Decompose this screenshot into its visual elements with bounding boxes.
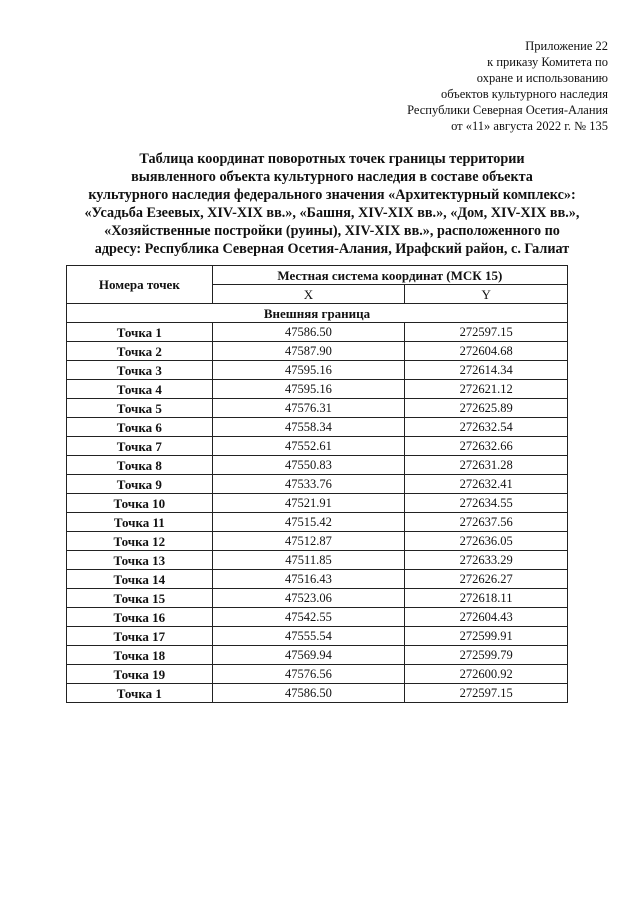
table-row — [67, 323, 568, 342]
x-coordinate: 47521.91 — [212, 494, 405, 513]
table-row — [67, 551, 568, 570]
y-coordinate: 272634.55 — [405, 494, 568, 513]
title-line-2: выявленного объекта культурного наследия в составе объекта — [131, 169, 533, 185]
y-coordinate: 272633.29 — [405, 551, 568, 570]
table-row — [67, 494, 568, 513]
table-header-row — [67, 266, 568, 285]
point-name: Точка 12 — [67, 532, 213, 551]
y-coordinate: 272604.43 — [405, 608, 568, 627]
y-coordinate: 272604.68 — [405, 342, 568, 361]
appendix-number: Приложение 22 — [525, 39, 608, 53]
point-name: Точка 3 — [67, 361, 213, 380]
y-coordinate: 272632.41 — [405, 475, 568, 494]
point-name: Точка 15 — [67, 589, 213, 608]
coordinate-system-header: Местная система координат (МСК 15) — [212, 266, 567, 285]
heritage-line: объектов культурного наследия — [441, 87, 608, 101]
x-coordinate: 47511.85 — [212, 551, 405, 570]
y-coordinate: 272597.15 — [405, 323, 568, 342]
table-row — [67, 475, 568, 494]
points-column-header: Номера точек — [67, 266, 213, 304]
y-coordinate: 272632.54 — [405, 418, 568, 437]
x-coordinate: 47595.16 — [212, 380, 405, 399]
point-name: Точка 2 — [67, 342, 213, 361]
x-coordinate: 47595.16 — [212, 361, 405, 380]
x-coordinate: 47576.56 — [212, 665, 405, 684]
table-row — [67, 684, 568, 703]
x-coordinate: 47576.31 — [212, 399, 405, 418]
point-name: Точка 1 — [67, 323, 213, 342]
y-coordinate: 272597.15 — [405, 684, 568, 703]
table-row — [67, 456, 568, 475]
order-reference: к приказу Комитета по — [487, 55, 608, 69]
x-coordinate: 47550.83 — [212, 456, 405, 475]
y-coordinate: 272600.92 — [405, 665, 568, 684]
y-coordinate: 272618.11 — [405, 589, 568, 608]
table-row — [67, 513, 568, 532]
x-coordinate: 47523.06 — [212, 589, 405, 608]
x-coordinate: 47516.43 — [212, 570, 405, 589]
table-row — [67, 342, 568, 361]
point-name: Точка 13 — [67, 551, 213, 570]
order-date: от «11» августа 2022 г. № 135 — [451, 119, 608, 133]
y-coordinate: 272636.05 — [405, 532, 568, 551]
table-row — [67, 608, 568, 627]
point-name: Точка 9 — [67, 475, 213, 494]
title-line-5: «Хозяйственные постройки (руины), XIV-XIX вв.», расположенного по — [104, 223, 560, 239]
x-coordinate: 47558.34 — [212, 418, 405, 437]
y-coordinate: 272599.91 — [405, 627, 568, 646]
y-coordinate: 272632.66 — [405, 437, 568, 456]
committee-line: охране и использованию — [476, 71, 608, 85]
table-row — [67, 361, 568, 380]
coordinates-table — [66, 265, 568, 703]
section-row — [67, 304, 568, 323]
point-name: Точка 10 — [67, 494, 213, 513]
point-name: Точка 6 — [67, 418, 213, 437]
point-name: Точка 1 — [67, 684, 213, 703]
x-coordinate: 47586.50 — [212, 684, 405, 703]
title-line-3: культурного наследия федерального значения «Архитектурный комплекс»: — [88, 187, 576, 203]
point-name: Точка 8 — [67, 456, 213, 475]
y-coordinate: 272626.27 — [405, 570, 568, 589]
table-row — [67, 646, 568, 665]
y-coordinate: 272599.79 — [405, 646, 568, 665]
point-name: Точка 16 — [67, 608, 213, 627]
y-coordinate: 272631.28 — [405, 456, 568, 475]
table-row — [67, 665, 568, 684]
x-coordinate: 47533.76 — [212, 475, 405, 494]
point-name: Точка 4 — [67, 380, 213, 399]
table-row — [67, 399, 568, 418]
republic-line: Республики Северная Осетия-Алания — [407, 103, 608, 117]
y-coordinate: 272637.56 — [405, 513, 568, 532]
table-row — [67, 437, 568, 456]
y-coordinate: 272614.34 — [405, 361, 568, 380]
outer-boundary-label: Внешняя граница — [67, 304, 568, 323]
y-coordinate: 272621.12 — [405, 380, 568, 399]
y-coordinate: 272625.89 — [405, 399, 568, 418]
table-row — [67, 380, 568, 399]
point-name: Точка 7 — [67, 437, 213, 456]
point-name: Точка 19 — [67, 665, 213, 684]
table-row — [67, 418, 568, 437]
x-coordinate: 47512.87 — [212, 532, 405, 551]
x-coordinate: 47552.61 — [212, 437, 405, 456]
table-row — [67, 627, 568, 646]
x-coordinate: 47569.94 — [212, 646, 405, 665]
point-name: Точка 17 — [67, 627, 213, 646]
point-name: Точка 18 — [67, 646, 213, 665]
table-row — [67, 532, 568, 551]
x-column-header: X — [212, 285, 405, 304]
document-title — [62, 150, 602, 258]
table-row — [67, 589, 568, 608]
table-row — [67, 570, 568, 589]
x-coordinate: 47542.55 — [212, 608, 405, 627]
point-name: Точка 5 — [67, 399, 213, 418]
title-line-6: адресу: Республика Северная Осетия-Алания, Ирафский район, с. Галиат — [94, 241, 570, 257]
title-line-1: Таблица координат поворотных точек границы территории — [139, 151, 525, 167]
point-name: Точка 14 — [67, 570, 213, 589]
x-coordinate: 47586.50 — [212, 323, 405, 342]
appendix-header — [288, 38, 608, 134]
point-name: Точка 11 — [67, 513, 213, 532]
x-coordinate: 47555.54 — [212, 627, 405, 646]
title-line-4: «Усадьба Езеевых, XIV-XIX вв.», «Башня, XIV-XIX вв.», «Дом, XIV-XIX вв.», — [84, 205, 580, 221]
x-coordinate: 47515.42 — [212, 513, 405, 532]
x-coordinate: 47587.90 — [212, 342, 405, 361]
y-column-header: Y — [405, 285, 568, 304]
